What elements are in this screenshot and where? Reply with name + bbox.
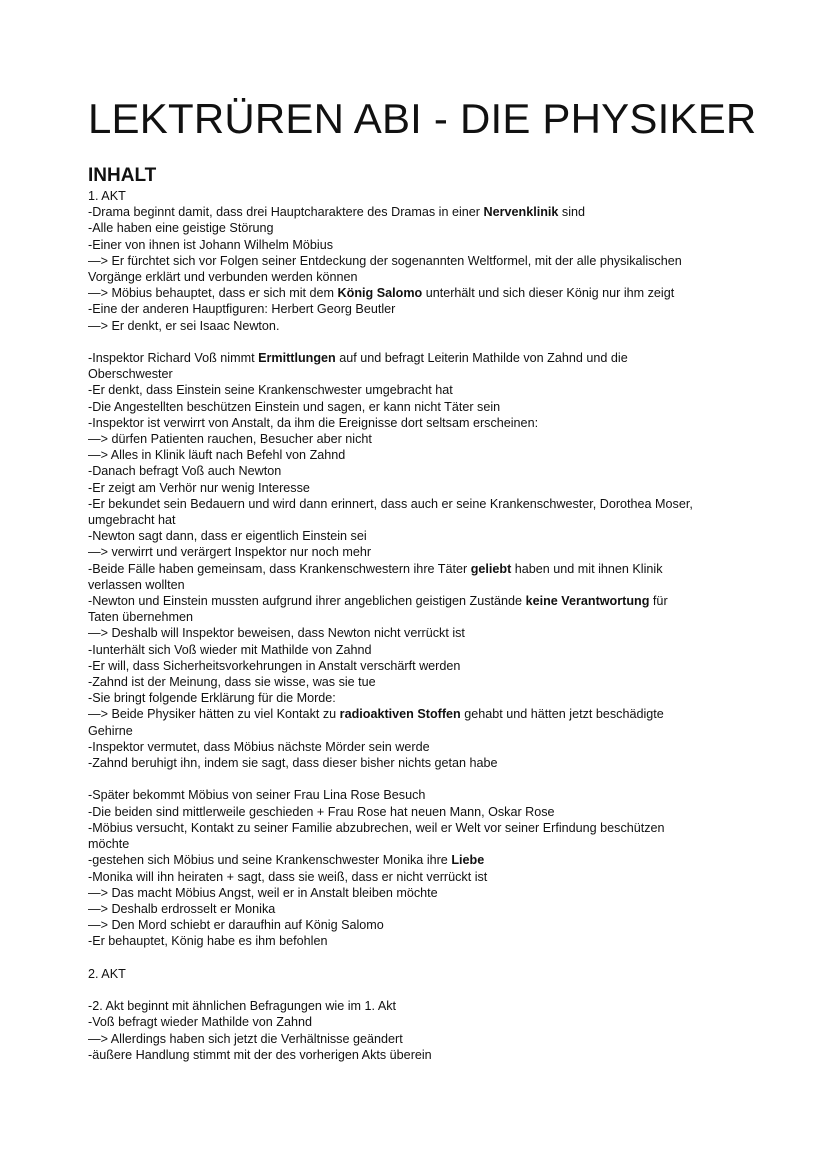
text-line: -Iunterhält sich Voß wieder mit Mathilde von Zahnd	[88, 642, 372, 657]
text-line: Oberschwester	[88, 367, 173, 382]
text-line: -Monika will ihn heiraten + sagt, dass sie weiß, dass er nicht verrückt ist	[88, 869, 488, 884]
text-line: -Er zeigt am Verhör nur wenig Interesse	[88, 480, 310, 495]
text-line: -Die Angestellten beschützen Einstein und sagen, er kann nicht Täter sein	[88, 399, 501, 414]
text-line: möchte	[88, 837, 130, 852]
text-line: -Danach befragt Voß auch Newton	[88, 464, 282, 479]
text-line: -gestehen sich Möbius und seine Krankenschwester Monika ihre Liebe	[88, 853, 485, 868]
text-line: —> Alles in Klinik läuft nach Befehl von Zahnd	[88, 448, 346, 463]
paragraph-gap	[88, 771, 748, 787]
text-line: -Möbius versucht, Kontakt zu seiner Familie abzubrechen, weil er Welt vor seiner Erfindung beschützen	[88, 820, 665, 835]
text-line: -Inspektor Richard Voß nimmt Ermittlungen auf und befragt Leiterin Mathilde von Zahnd und die	[88, 351, 628, 366]
section-heading: INHALT	[88, 165, 157, 186]
text-line: -Alle haben eine geistige Störung	[88, 221, 274, 236]
paragraph-gap	[88, 334, 748, 350]
text-line: —> dürfen Patienten rauchen, Besucher aber nicht	[88, 432, 372, 447]
text-line: -Einer von ihnen ist Johann Wilhelm Möbius	[88, 237, 333, 252]
text-line: —> Möbius behauptet, dass er sich mit dem König Salomo unterhält und sich dieser König nur ihm zeigt	[88, 286, 675, 301]
paragraph-gap	[88, 950, 748, 966]
document-body	[88, 188, 748, 1063]
text-line: —> Beide Physiker hätten zu viel Kontakt zu radioaktiven Stoffen gehabt und hätten jetzt beschädigte	[88, 707, 664, 722]
text-line: -Zahnd beruhigt ihn, indem sie sagt, dass dieser bisher nichts getan habe	[88, 756, 498, 771]
text-line: —> Das macht Möbius Angst, weil er in Anstalt bleiben möchte	[88, 885, 438, 900]
text-line: -Newton und Einstein mussten aufgrund ihrer angeblichen geistigen Zustände keine Verantwortung für	[88, 594, 668, 609]
text-line: Taten übernehmen	[88, 610, 194, 625]
text-line: -Er behauptet, König habe es ihm befohlen	[88, 934, 328, 949]
text-line: -Zahnd ist der Meinung, dass sie wisse, was sie tue	[88, 675, 376, 690]
text-line: —> Allerdings haben sich jetzt die Verhältnisse geändert	[88, 1031, 403, 1046]
paragraph-gap	[88, 982, 748, 998]
text-line: -Sie bringt folgende Erklärung für die Morde:	[88, 691, 336, 706]
text-line: -Später bekommt Möbius von seiner Frau Lina Rose Besuch	[88, 788, 426, 803]
text-line: —> Deshalb erdrosselt er Monika	[88, 901, 276, 916]
document-title: LEKTRÜREN ABI - DIE PHYSIKER	[88, 95, 757, 142]
text-line: -2. Akt beginnt mit ähnlichen Befragungen wie im 1. Akt	[88, 999, 397, 1014]
text-line: Vorgänge erklärt und verbunden werden können	[88, 270, 358, 285]
text-line: -Voß befragt wieder Mathilde von Zahnd	[88, 1015, 313, 1030]
text-line: —> Den Mord schiebt er daraufhin auf König Salomo	[88, 918, 384, 933]
text-line: —> Deshalb will Inspektor beweisen, dass Newton nicht verrückt ist	[88, 626, 465, 641]
text-line: -Er will, dass Sicherheitsvorkehrungen in Anstalt verschärft werden	[88, 658, 461, 673]
text-line: —> verwirrt und verärgert Inspektor nur noch mehr	[88, 545, 372, 560]
text-line: -Die beiden sind mittlerweile geschieden + Frau Rose hat neuen Mann, Oskar Rose	[88, 804, 555, 819]
text-line: —> Er fürchtet sich vor Folgen seiner Entdeckung der sogenannten Weltformel, mit der alle physikalischen	[88, 253, 682, 268]
akt1-heading: 1. AKT	[88, 189, 126, 203]
text-line: -äußere Handlung stimmt mit der des vorherigen Akts überein	[88, 1047, 432, 1062]
text-line: -Er bekundet sein Bedauern und wird dann erinnert, dass auch er seine Krankenschwester, Dorothea Moser,	[88, 496, 693, 511]
text-line: -Inspektor vermutet, dass Möbius nächste Mörder sein werde	[88, 739, 430, 754]
text-line: -Eine der anderen Hauptfiguren: Herbert Georg Beutler	[88, 302, 396, 317]
text-line: —> Er denkt, er sei Isaac Newton.	[88, 318, 280, 333]
text-line: -Er denkt, dass Einstein seine Krankenschwester umgebracht hat	[88, 383, 453, 398]
text-line: -Inspektor ist verwirrt von Anstalt, da ihm die Ereignisse dort seltsam erscheinen:	[88, 415, 539, 430]
text-line: -Drama beginnt damit, dass drei Hauptcharaktere des Dramas in einer Nervenklinik sind	[88, 205, 586, 220]
text-line: Gehirne	[88, 723, 133, 738]
text-line: -Beide Fälle haben gemeinsam, dass Krankenschwestern ihre Täter geliebt haben und mit ihnen Klinik	[88, 561, 663, 576]
text-line: umgebracht hat	[88, 513, 176, 528]
text-line: verlassen wollten	[88, 577, 185, 592]
akt2-heading: 2. AKT	[88, 966, 126, 981]
text-line: -Newton sagt dann, dass er eigentlich Einstein sei	[88, 529, 367, 544]
